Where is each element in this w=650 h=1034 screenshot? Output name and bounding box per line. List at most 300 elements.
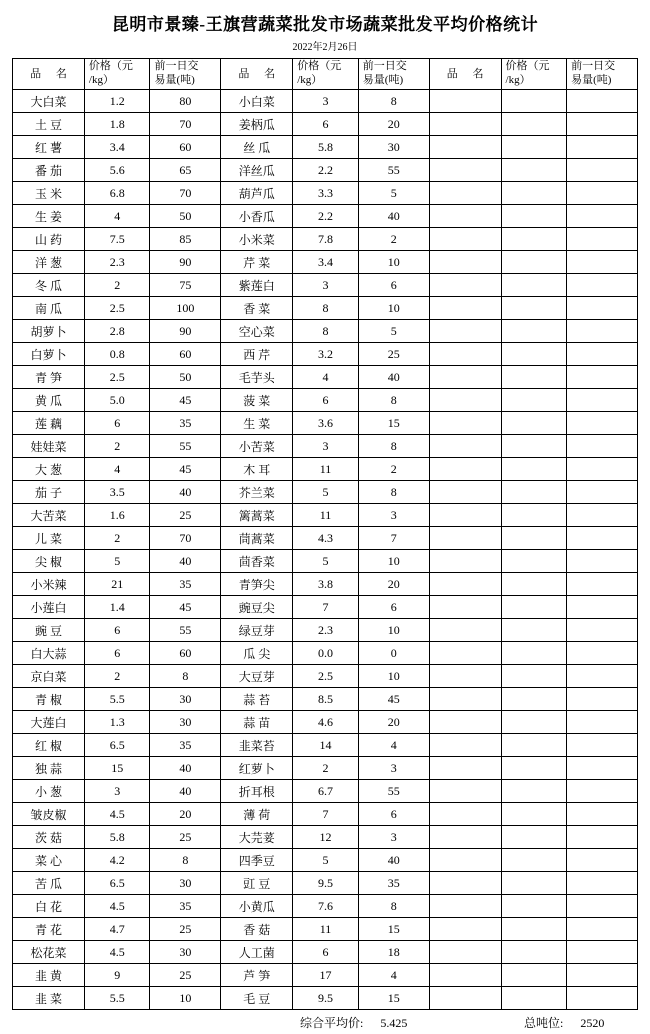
cell-price-1: 2.5 <box>84 297 150 320</box>
cell-name-1: 菜 心 <box>13 849 85 872</box>
cell-volume-1: 8 <box>150 849 221 872</box>
cell-name-1: 小米辣 <box>13 573 85 596</box>
cell-name-2: 紫莲白 <box>221 274 293 297</box>
table-row <box>13 573 638 596</box>
cell-volume-1: 10 <box>150 987 221 1010</box>
table-row <box>13 412 638 435</box>
header-volume-1 <box>150 59 221 90</box>
table-row <box>13 964 638 987</box>
cell-name-1: 娃娃菜 <box>13 435 85 458</box>
cell-price-3 <box>501 159 567 182</box>
cell-price-3 <box>501 504 567 527</box>
cell-price-1: 1.3 <box>84 711 150 734</box>
cell-volume-1: 30 <box>150 872 221 895</box>
cell-volume-3 <box>567 711 638 734</box>
cell-volume-3 <box>567 550 638 573</box>
cell-price-3 <box>501 90 567 113</box>
cell-volume-1: 25 <box>150 918 221 941</box>
cell-volume-1: 35 <box>150 412 221 435</box>
cell-volume-3 <box>567 849 638 872</box>
cell-name-1: 韭 黄 <box>13 964 85 987</box>
cell-volume-3 <box>567 734 638 757</box>
table-row <box>13 274 638 297</box>
cell-name-1: 冬 瓜 <box>13 274 85 297</box>
header-volume-line1: 前一日交 <box>571 60 616 73</box>
cell-volume-1: 85 <box>150 228 221 251</box>
table-header <box>13 59 638 90</box>
cell-name-1: 生 姜 <box>13 205 85 228</box>
cell-price-3 <box>501 964 567 987</box>
cell-price-2: 2.2 <box>293 205 359 228</box>
cell-price-2: 2.5 <box>293 665 359 688</box>
cell-price-3 <box>501 987 567 1010</box>
table-body <box>13 90 638 1010</box>
cell-volume-1: 45 <box>150 458 221 481</box>
cell-name-3 <box>429 159 501 182</box>
cell-price-3 <box>501 251 567 274</box>
cell-name-1: 独 蒜 <box>13 757 85 780</box>
total-tonnage-label: 总吨位: <box>524 1016 564 1030</box>
cell-name-2: 茼蒿菜 <box>221 527 293 550</box>
table-row <box>13 872 638 895</box>
cell-name-2: 瓜 尖 <box>221 642 293 665</box>
cell-name-2: 西 芹 <box>221 343 293 366</box>
cell-volume-3 <box>567 964 638 987</box>
cell-volume-2: 35 <box>358 872 429 895</box>
cell-price-2: 12 <box>293 826 359 849</box>
cell-name-3 <box>429 550 501 573</box>
cell-volume-1: 40 <box>150 550 221 573</box>
cell-volume-3 <box>567 527 638 550</box>
cell-volume-1: 50 <box>150 205 221 228</box>
cell-name-1: 土 豆 <box>13 113 85 136</box>
table-row <box>13 665 638 688</box>
cell-price-2: 3.2 <box>293 343 359 366</box>
table-row <box>13 136 638 159</box>
header-price-line2: /kg） <box>297 74 323 86</box>
cell-name-2: 香 菇 <box>221 918 293 941</box>
cell-name-1: 大 葱 <box>13 458 85 481</box>
cell-name-3 <box>429 389 501 412</box>
cell-price-1: 9 <box>84 964 150 987</box>
cell-price-1: 0.8 <box>84 343 150 366</box>
cell-price-3 <box>501 757 567 780</box>
cell-name-3 <box>429 504 501 527</box>
cell-volume-1: 80 <box>150 90 221 113</box>
cell-price-1: 6.5 <box>84 872 150 895</box>
cell-name-2: 菠 菜 <box>221 389 293 412</box>
cell-price-3 <box>501 366 567 389</box>
table-row <box>13 596 638 619</box>
cell-price-2: 8.5 <box>293 688 359 711</box>
cell-price-1: 4 <box>84 458 150 481</box>
cell-name-1: 小莲白 <box>13 596 85 619</box>
cell-name-1: 大莲白 <box>13 711 85 734</box>
table-row <box>13 228 638 251</box>
cell-price-1: 3.5 <box>84 481 150 504</box>
cell-price-2: 3 <box>293 274 359 297</box>
cell-name-2: 芥兰菜 <box>221 481 293 504</box>
cell-price-1: 1.4 <box>84 596 150 619</box>
cell-volume-3 <box>567 251 638 274</box>
table-row <box>13 803 638 826</box>
cell-price-1: 2.8 <box>84 320 150 343</box>
cell-name-3 <box>429 113 501 136</box>
cell-name-1: 南 瓜 <box>13 297 85 320</box>
cell-volume-1: 70 <box>150 527 221 550</box>
cell-name-3 <box>429 619 501 642</box>
cell-price-2: 7.6 <box>293 895 359 918</box>
cell-name-3 <box>429 274 501 297</box>
table-row <box>13 251 638 274</box>
cell-price-2: 9.5 <box>293 987 359 1010</box>
cell-volume-1: 40 <box>150 481 221 504</box>
cell-volume-1: 70 <box>150 113 221 136</box>
cell-volume-2: 15 <box>358 412 429 435</box>
cell-volume-2: 6 <box>358 803 429 826</box>
cell-price-1: 5.5 <box>84 987 150 1010</box>
cell-price-3 <box>501 734 567 757</box>
cell-name-1: 胡萝卜 <box>13 320 85 343</box>
cell-volume-3 <box>567 113 638 136</box>
cell-volume-2: 25 <box>358 343 429 366</box>
cell-price-3 <box>501 481 567 504</box>
cell-price-3 <box>501 573 567 596</box>
cell-volume-3 <box>567 297 638 320</box>
header-volume-line1: 前一日交 <box>154 60 199 73</box>
cell-name-2: 小黄瓜 <box>221 895 293 918</box>
cell-price-2: 5 <box>293 481 359 504</box>
cell-price-2: 3.6 <box>293 412 359 435</box>
cell-price-1: 1.6 <box>84 504 150 527</box>
cell-volume-1: 30 <box>150 711 221 734</box>
cell-price-1: 6 <box>84 619 150 642</box>
cell-price-2: 7 <box>293 803 359 826</box>
cell-volume-2: 10 <box>358 550 429 573</box>
cell-price-3 <box>501 389 567 412</box>
cell-name-3 <box>429 527 501 550</box>
cell-name-1: 皱皮椒 <box>13 803 85 826</box>
cell-name-3 <box>429 435 501 458</box>
cell-volume-1: 40 <box>150 780 221 803</box>
cell-name-3 <box>429 941 501 964</box>
cell-name-3 <box>429 665 501 688</box>
cell-volume-1: 70 <box>150 182 221 205</box>
cell-price-2: 14 <box>293 734 359 757</box>
table-row <box>13 711 638 734</box>
cell-name-2: 薄 荷 <box>221 803 293 826</box>
cell-name-1: 洋 葱 <box>13 251 85 274</box>
cell-name-2: 豌豆尖 <box>221 596 293 619</box>
total-tonnage-group <box>524 1014 604 1031</box>
cell-volume-1: 90 <box>150 251 221 274</box>
cell-volume-3 <box>567 458 638 481</box>
cell-price-2: 3 <box>293 435 359 458</box>
cell-price-1: 1.2 <box>84 90 150 113</box>
header-price-line2: /kg） <box>505 74 531 86</box>
header-volume-line2: 易量(吨) <box>571 74 612 86</box>
cell-volume-2: 8 <box>358 481 429 504</box>
cell-price-3 <box>501 941 567 964</box>
cell-name-1: 青 笋 <box>13 366 85 389</box>
cell-name-2: 篱蒿菜 <box>221 504 293 527</box>
cell-volume-2: 55 <box>358 159 429 182</box>
cell-volume-2: 2 <box>358 458 429 481</box>
cell-price-2: 11 <box>293 504 359 527</box>
header-volume-line2: 易量(吨) <box>362 74 404 86</box>
cell-volume-3 <box>567 642 638 665</box>
cell-name-3 <box>429 872 501 895</box>
table-row <box>13 780 638 803</box>
cell-price-1: 5.0 <box>84 389 150 412</box>
cell-name-1: 白大蒜 <box>13 642 85 665</box>
cell-name-1: 豌 豆 <box>13 619 85 642</box>
table-row <box>13 849 638 872</box>
table-row <box>13 297 638 320</box>
cell-volume-2: 3 <box>358 757 429 780</box>
cell-name-1: 番 茄 <box>13 159 85 182</box>
cell-price-1: 7.5 <box>84 228 150 251</box>
cell-price-1: 2 <box>84 435 150 458</box>
cell-name-3 <box>429 412 501 435</box>
header-price-1 <box>84 59 150 90</box>
table-row <box>13 389 638 412</box>
cell-price-2: 3.8 <box>293 573 359 596</box>
table-row <box>13 619 638 642</box>
cell-volume-3 <box>567 274 638 297</box>
cell-volume-1: 35 <box>150 895 221 918</box>
cell-volume-1: 60 <box>150 642 221 665</box>
cell-name-1: 松花菜 <box>13 941 85 964</box>
cell-price-1: 4.7 <box>84 918 150 941</box>
table-row <box>13 205 638 228</box>
table-row <box>13 734 638 757</box>
cell-volume-3 <box>567 412 638 435</box>
cell-price-3 <box>501 182 567 205</box>
cell-name-2: 丝 瓜 <box>221 136 293 159</box>
cell-name-2: 小苦菜 <box>221 435 293 458</box>
cell-volume-3 <box>567 136 638 159</box>
cell-price-3 <box>501 872 567 895</box>
cell-price-2: 2 <box>293 757 359 780</box>
cell-name-2: 姜柄瓜 <box>221 113 293 136</box>
cell-price-2: 4.6 <box>293 711 359 734</box>
cell-volume-3 <box>567 780 638 803</box>
cell-volume-3 <box>567 619 638 642</box>
cell-volume-3 <box>567 596 638 619</box>
cell-price-1: 2 <box>84 665 150 688</box>
cell-volume-2: 40 <box>358 205 429 228</box>
header-price-line1: 价格（元 <box>297 60 342 73</box>
cell-name-2: 芹 菜 <box>221 251 293 274</box>
cell-price-2: 6.7 <box>293 780 359 803</box>
cell-volume-3 <box>567 803 638 826</box>
cell-volume-2: 6 <box>358 274 429 297</box>
cell-price-1: 2.3 <box>84 251 150 274</box>
cell-volume-3 <box>567 366 638 389</box>
cell-price-3 <box>501 412 567 435</box>
table-row <box>13 481 638 504</box>
cell-price-3 <box>501 665 567 688</box>
cell-price-1: 5.6 <box>84 159 150 182</box>
cell-name-3 <box>429 826 501 849</box>
table-row <box>13 895 638 918</box>
cell-volume-3 <box>567 918 638 941</box>
cell-name-2: 毛芋头 <box>221 366 293 389</box>
header-row <box>13 59 638 90</box>
cell-name-1: 儿 菜 <box>13 527 85 550</box>
cell-name-1: 小 葱 <box>13 780 85 803</box>
cell-price-1: 4 <box>84 205 150 228</box>
cell-price-3 <box>501 435 567 458</box>
table-row <box>13 504 638 527</box>
cell-price-3 <box>501 826 567 849</box>
cell-volume-1: 25 <box>150 504 221 527</box>
cell-volume-2: 5 <box>358 182 429 205</box>
cell-volume-1: 65 <box>150 159 221 182</box>
cell-volume-2: 0 <box>358 642 429 665</box>
cell-volume-3 <box>567 504 638 527</box>
cell-name-3 <box>429 573 501 596</box>
cell-price-1: 3 <box>84 780 150 803</box>
cell-volume-3 <box>567 182 638 205</box>
cell-name-3 <box>429 688 501 711</box>
cell-name-3 <box>429 90 501 113</box>
cell-volume-2: 20 <box>358 711 429 734</box>
cell-price-1: 5.8 <box>84 826 150 849</box>
cell-name-3 <box>429 964 501 987</box>
cell-price-3 <box>501 780 567 803</box>
cell-price-3 <box>501 320 567 343</box>
cell-price-1: 4.2 <box>84 849 150 872</box>
cell-volume-1: 8 <box>150 665 221 688</box>
cell-volume-2: 8 <box>358 435 429 458</box>
cell-volume-3 <box>567 895 638 918</box>
cell-price-1: 5 <box>84 550 150 573</box>
cell-volume-3 <box>567 435 638 458</box>
table-row <box>13 527 638 550</box>
cell-price-3 <box>501 803 567 826</box>
cell-volume-1: 100 <box>150 297 221 320</box>
cell-volume-1: 50 <box>150 366 221 389</box>
cell-volume-2: 4 <box>358 734 429 757</box>
cell-price-2: 0.0 <box>293 642 359 665</box>
cell-volume-2: 3 <box>358 826 429 849</box>
cell-price-2: 5 <box>293 550 359 573</box>
cell-name-3 <box>429 320 501 343</box>
page-title: 昆明市景臻-王旗营蔬菜批发市场蔬菜批发平均价格统计 <box>111 15 539 34</box>
cell-name-3 <box>429 734 501 757</box>
cell-name-3 <box>429 458 501 481</box>
average-price-label: 综合平均价: <box>300 1016 364 1030</box>
cell-volume-2: 8 <box>358 389 429 412</box>
cell-name-3 <box>429 366 501 389</box>
table-row <box>13 918 638 941</box>
cell-volume-2: 20 <box>358 113 429 136</box>
table-row <box>13 941 638 964</box>
cell-volume-3 <box>567 481 638 504</box>
cell-name-1: 红 薯 <box>13 136 85 159</box>
cell-name-1: 玉 米 <box>13 182 85 205</box>
table-row <box>13 182 638 205</box>
cell-price-3 <box>501 596 567 619</box>
cell-price-1: 4.5 <box>84 895 150 918</box>
header-volume-line1: 前一日交 <box>362 60 407 73</box>
cell-volume-1: 60 <box>150 136 221 159</box>
header-price-line2: /kg） <box>88 74 114 86</box>
cell-price-1: 1.8 <box>84 113 150 136</box>
cell-name-1: 茄 子 <box>13 481 85 504</box>
cell-name-2: 韭菜苔 <box>221 734 293 757</box>
cell-volume-1: 75 <box>150 274 221 297</box>
cell-price-1: 6 <box>84 642 150 665</box>
cell-volume-2: 30 <box>358 136 429 159</box>
cell-name-1: 韭 菜 <box>13 987 85 1010</box>
cell-name-2: 蒜 苔 <box>221 688 293 711</box>
cell-name-3 <box>429 895 501 918</box>
cell-volume-3 <box>567 987 638 1010</box>
cell-volume-2: 8 <box>358 90 429 113</box>
cell-name-1: 大白菜 <box>13 90 85 113</box>
cell-volume-2: 20 <box>358 573 429 596</box>
cell-price-1: 2.5 <box>84 366 150 389</box>
cell-name-2: 蒜 苗 <box>221 711 293 734</box>
cell-price-2: 3 <box>293 90 359 113</box>
cell-name-2: 绿豆芽 <box>221 619 293 642</box>
cell-volume-2: 7 <box>358 527 429 550</box>
cell-price-3 <box>501 550 567 573</box>
cell-price-2: 4 <box>293 366 359 389</box>
cell-name-3 <box>429 343 501 366</box>
cell-price-1: 21 <box>84 573 150 596</box>
cell-volume-3 <box>567 872 638 895</box>
cell-price-3 <box>501 458 567 481</box>
cell-volume-3 <box>567 573 638 596</box>
cell-volume-3 <box>567 941 638 964</box>
cell-price-2: 6 <box>293 941 359 964</box>
cell-price-3 <box>501 274 567 297</box>
cell-price-3 <box>501 343 567 366</box>
cell-volume-3 <box>567 826 638 849</box>
average-price-group <box>300 1014 407 1031</box>
cell-price-3 <box>501 136 567 159</box>
cell-volume-1: 30 <box>150 688 221 711</box>
table-row <box>13 366 638 389</box>
cell-volume-2: 10 <box>358 251 429 274</box>
cell-price-2: 11 <box>293 918 359 941</box>
cell-price-1: 2 <box>84 527 150 550</box>
cell-price-1: 4.5 <box>84 803 150 826</box>
cell-volume-1: 35 <box>150 734 221 757</box>
cell-volume-3 <box>567 665 638 688</box>
cell-volume-2: 10 <box>358 665 429 688</box>
cell-name-2: 大芫荽 <box>221 826 293 849</box>
cell-name-1: 尖 椒 <box>13 550 85 573</box>
cell-name-3 <box>429 136 501 159</box>
cell-name-1: 青 花 <box>13 918 85 941</box>
cell-price-2: 2.2 <box>293 159 359 182</box>
cell-price-3 <box>501 711 567 734</box>
cell-name-2: 香 菜 <box>221 297 293 320</box>
table-row <box>13 458 638 481</box>
cell-name-1: 茨 菇 <box>13 826 85 849</box>
cell-price-2: 8 <box>293 297 359 320</box>
cell-volume-3 <box>567 688 638 711</box>
cell-name-1: 莲 藕 <box>13 412 85 435</box>
cell-name-2: 折耳根 <box>221 780 293 803</box>
cell-name-3 <box>429 228 501 251</box>
cell-name-3 <box>429 642 501 665</box>
